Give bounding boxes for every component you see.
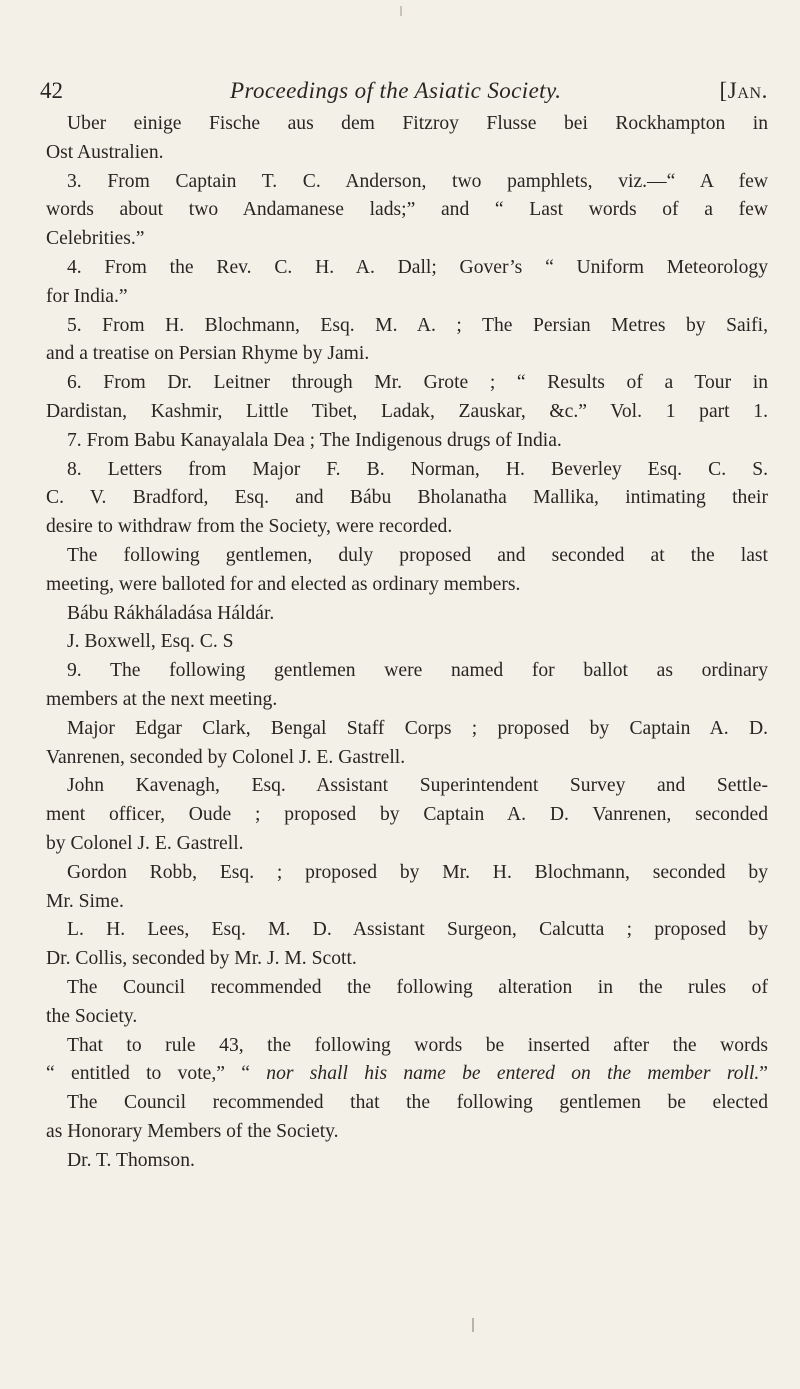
text-line: Dardistan, Kashmir, Little Tibet, Ladak, Zauskar, &c.” Vol. 1 part 1. <box>46 400 768 422</box>
text-line: Ost Australien. <box>46 141 164 163</box>
text-line: words about two Andamanese lads;” and “ Last words of a few <box>46 199 768 221</box>
header-month: [Jan. <box>719 78 768 103</box>
text-line: 3. From Captain T. C. Anderson, two pamphlets, viz.—“ A few <box>67 170 768 192</box>
text-line: the Society. <box>46 1005 138 1027</box>
text-run: “ entitled to vote,” “ <box>46 1063 267 1085</box>
text-line: Uber einige Fische aus dem Fitzroy Flusse bei Rockhampton in <box>67 113 768 134</box>
text-line: Mr. Sime. <box>46 890 124 912</box>
text-line: Major Edgar Clark, Bengal Staff Corps ; proposed by Captain A. D. <box>67 717 768 739</box>
text-line: Dr. T. Thomson. <box>67 1149 195 1171</box>
text-line: C. V. Bradford, Esq. and Bábu Bholanatha Mallika, intimating their <box>46 487 768 509</box>
text-line: and a treatise on Persian Rhyme by Jami. <box>46 343 370 365</box>
italic-text: nor shall his name be entered on the member roll. <box>266 1063 760 1085</box>
page-number: 42 <box>40 78 63 103</box>
text-line: Bábu Rákháladása Háldár. <box>67 602 275 624</box>
text-line: meeting, were balloted for and elected as ordinary members. <box>46 573 521 595</box>
text-line: The following gentlemen, duly proposed and seconded at the last <box>67 544 768 566</box>
text-line <box>46 1060 768 1089</box>
text-line: Vanrenen, seconded by Colonel J. E. Gastrell. <box>46 746 406 768</box>
text-line: 7. From Babu Kanayalala Dea ; The Indigenous drugs of India. <box>67 429 562 451</box>
text-line: The Council recommended that the following gentlemen be elected <box>67 1092 768 1114</box>
text-line: L. H. Lees, Esq. M. D. Assistant Surgeon, Calcutta ; proposed by <box>67 919 768 941</box>
text-line: John Kavenagh, Esq. Assistant Superintendent Survey and Settle- <box>67 775 768 797</box>
paper-speck <box>472 1318 474 1332</box>
text-line: Celebrities.” <box>46 228 145 250</box>
text-line: ment officer, Oude ; proposed by Captain A. D. Vanrenen, seconded <box>46 804 768 826</box>
body-text <box>46 110 768 1175</box>
text-line: 5. From H. Blochmann, Esq. M. A. ; The Persian Metres by Saifi, <box>67 314 768 336</box>
text-line: members at the next meeting. <box>46 688 278 710</box>
running-title: Proceedings of the Asiatic Society. <box>230 78 562 103</box>
text-line: The Council recommended the following alteration in the rules of <box>67 976 768 998</box>
text-line: desire to withdraw from the Society, were recorded. <box>46 516 453 538</box>
text-line: Dr. Collis, seconded by Mr. J. M. Scott. <box>46 948 357 970</box>
text-line: for India.” <box>46 285 128 307</box>
text-line: 4. From the Rev. C. H. A. Dall; Gover’s “ Uniform Meteorology <box>67 256 768 278</box>
text-line: 9. The following gentlemen were named for ballot as ordinary <box>67 660 768 682</box>
text-line: J. Boxwell, Esq. C. S <box>67 631 234 653</box>
text-line: by Colonel J. E. Gastrell. <box>46 832 244 854</box>
text-run: ” <box>759 1063 768 1085</box>
text-line: That to rule 43, the following words be inserted after the words <box>67 1034 768 1056</box>
text-line: Gordon Robb, Esq. ; proposed by Mr. H. Blochmann, seconded by <box>67 861 768 883</box>
text-line: as Honorary Members of the Society. <box>46 1120 339 1142</box>
text-line: 8. Letters from Major F. B. Norman, H. Beverley Esq. C. S. <box>67 458 768 480</box>
page-header <box>40 74 768 108</box>
text-line: 6. From Dr. Leitner through Mr. Grote ; “ Results of a Tour in <box>67 372 768 394</box>
paper-speck <box>400 6 402 16</box>
